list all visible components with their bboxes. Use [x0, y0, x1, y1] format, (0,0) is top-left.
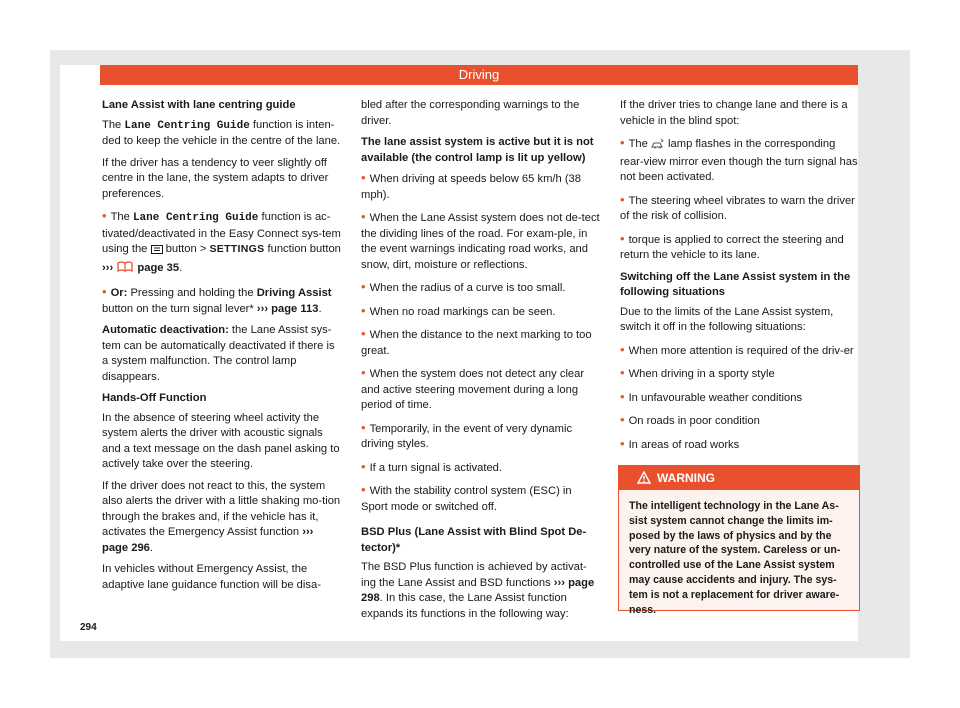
bullet-item: • On roads in poor condition: [620, 412, 760, 427]
bullet-item: • If a turn signal is activated.: [361, 458, 503, 474]
bullet-icon: •: [620, 412, 625, 427]
section-header: Driving: [100, 65, 858, 85]
paragraph: In vehicles without Emergency Assist, the adaptive lane guidance function will be disa-: [102, 563, 321, 591]
bullet-icon: •: [620, 230, 625, 246]
paragraph: If the driver has a tendency to veer slightly off centre in the lane, the system adapts to driver preferences.: [102, 156, 329, 200]
bullet-icon: •: [620, 435, 625, 451]
bullet-icon: •: [361, 458, 366, 474]
bullet-icon: •: [620, 341, 625, 357]
bullet-item: • The steering wheel vibrates to warn the driver of the risk of collision.: [620, 191, 855, 222]
bullet-icon: •: [620, 388, 625, 404]
warning-title: WARNING: [657, 471, 715, 485]
paragraph: If the driver tries to change lane and there is a vehicle in the blind spot:: [620, 99, 848, 127]
bullet-item: • When driving in a sporty style: [620, 365, 775, 380]
bullet-icon: •: [361, 302, 366, 318]
page-reference-link[interactable]: ››› page 113: [256, 302, 319, 315]
page-reference-link[interactable]: ››› page 298: [361, 576, 595, 604]
subheading: BSD Plus (Lane Assist with Blind Spot De-tector)*: [361, 526, 587, 554]
bullet-icon: •: [361, 365, 366, 380]
column-3: [620, 98, 860, 459]
settings-label: SETTINGS: [209, 243, 265, 255]
blind-spot-lamp-icon: [651, 138, 665, 155]
paragraph: In the absence of steering wheel activity the system alerts the driver with acoustic signals and a text message on the dash panel asking to actively take over the steering.: [102, 411, 340, 470]
bullet-item: • Temporarily, in the event of very dynamic driving styles.: [361, 419, 573, 450]
page-reference-link[interactable]: page 35: [137, 261, 180, 274]
bullet-icon: •: [102, 284, 107, 299]
bullet-item: • The lamp flashes in the corresponding rear-view mirror even though the turn signal has not been activated.: [620, 135, 858, 183]
page-number: 294: [80, 622, 97, 633]
bullet-icon: •: [102, 208, 107, 223]
bullet-item: • In areas of road works: [620, 435, 740, 451]
bullet-icon: •: [361, 209, 366, 224]
paragraph: bled after the corresponding warnings to the driver.: [361, 99, 580, 127]
warning-box: [618, 465, 860, 616]
bullet-item: • torque is applied to correct the steering and return the vehicle to its lane.: [620, 230, 844, 261]
book-reference-icon: [116, 260, 134, 279]
subheading: The lane assist system is active but it is not available (the control lamp is lit up yellow): [361, 136, 594, 164]
paragraph: If the driver does not react to this, the system also alerts the driver with a little shaking mo-tion through the brakes and, if the vehicle has it, activates the Emergency Assist function ››› page 296.: [102, 479, 341, 554]
bullet-item: • When no road markings can be seen.: [361, 302, 556, 318]
bullet-icon: •: [361, 326, 366, 341]
bullet-icon: •: [620, 365, 625, 380]
column-1: [102, 98, 342, 599]
bullet-item: • When the radius of a curve is too small.: [361, 279, 566, 294]
paragraph: The Lane Centring Guide function is inten-ded to keep the vehicle in the centre of the lane.: [102, 118, 341, 147]
bullet-item: • When the distance to the next marking to too great.: [361, 326, 592, 357]
paragraph: Automatic deactivation: the Lane Assist sys-tem can be automatically deactivated if there is a system malfunction. The control lamp disappears.: [102, 324, 335, 383]
bullet-icon: •: [361, 482, 366, 497]
bullet-icon: •: [620, 135, 625, 150]
bullet-item: • In unfavourable weather conditions: [620, 388, 803, 404]
bullet-icon: •: [361, 419, 366, 435]
bullet-item: • When driving at speeds below 65 km/h (38 mph).: [361, 170, 581, 201]
subheading: Hands-Off Function: [102, 392, 207, 404]
menu-button-icon: [151, 244, 163, 260]
bullet-icon: •: [620, 191, 625, 207]
page-reference-link[interactable]: ››› page 296: [102, 526, 314, 554]
function-name: Lane Centring Guide: [124, 119, 250, 132]
paragraph: Due to the limits of the Lane Assist system, switch it off in the following situations:: [620, 305, 834, 333]
subheading: Switching off the Lane Assist system in the following situations: [620, 270, 851, 298]
paragraph: The BSD Plus function is achieved by activat-ing the Lane Assist and BSD functions ››› page 298. In this case, the Lane Assist function expands its functions in the following way:: [361, 561, 595, 620]
warning-triangle-icon: [637, 471, 651, 484]
column-2: [361, 98, 601, 628]
bullet-item: • Or: Pressing and holding the Driving Assist button on the turn signal lever* ››› page 113.: [102, 284, 332, 315]
bullet-item: • When the Lane Assist system does not de-tect the dividing lines of the road. For exam-ple, in the event warnings indicating road works, and snow, dirt, moisture or reflections.: [361, 209, 600, 271]
warning-text: The intelligent technology in the Lane As-sist system cannot change the limits im-posed by the laws of physics and by the very nature of the system. Careless or un-controlled use of the Lane Assist system may cause accidents and injury. The sys-tem is not a replacement for driver aware-ness.: [629, 500, 841, 616]
section-heading: Lane Assist with lane centring guide: [102, 99, 296, 111]
warning-header: [619, 466, 859, 490]
bullet-icon: •: [361, 170, 366, 185]
bullet-item: • With the stability control system (ESC) in Sport mode or switched off.: [361, 482, 572, 513]
bullet-item: • When more attention is required of the driv-er: [620, 341, 854, 357]
bullet-item: • The Lane Centring Guide function is ac-tivated/deactivated in the Easy Connect sys-tem using the button > SETTINGS function button ››› page 35.: [102, 208, 342, 278]
bullet-icon: •: [361, 279, 366, 294]
bullet-item: • When the system does not detect any clear and active steering movement during a long period of time.: [361, 365, 585, 411]
